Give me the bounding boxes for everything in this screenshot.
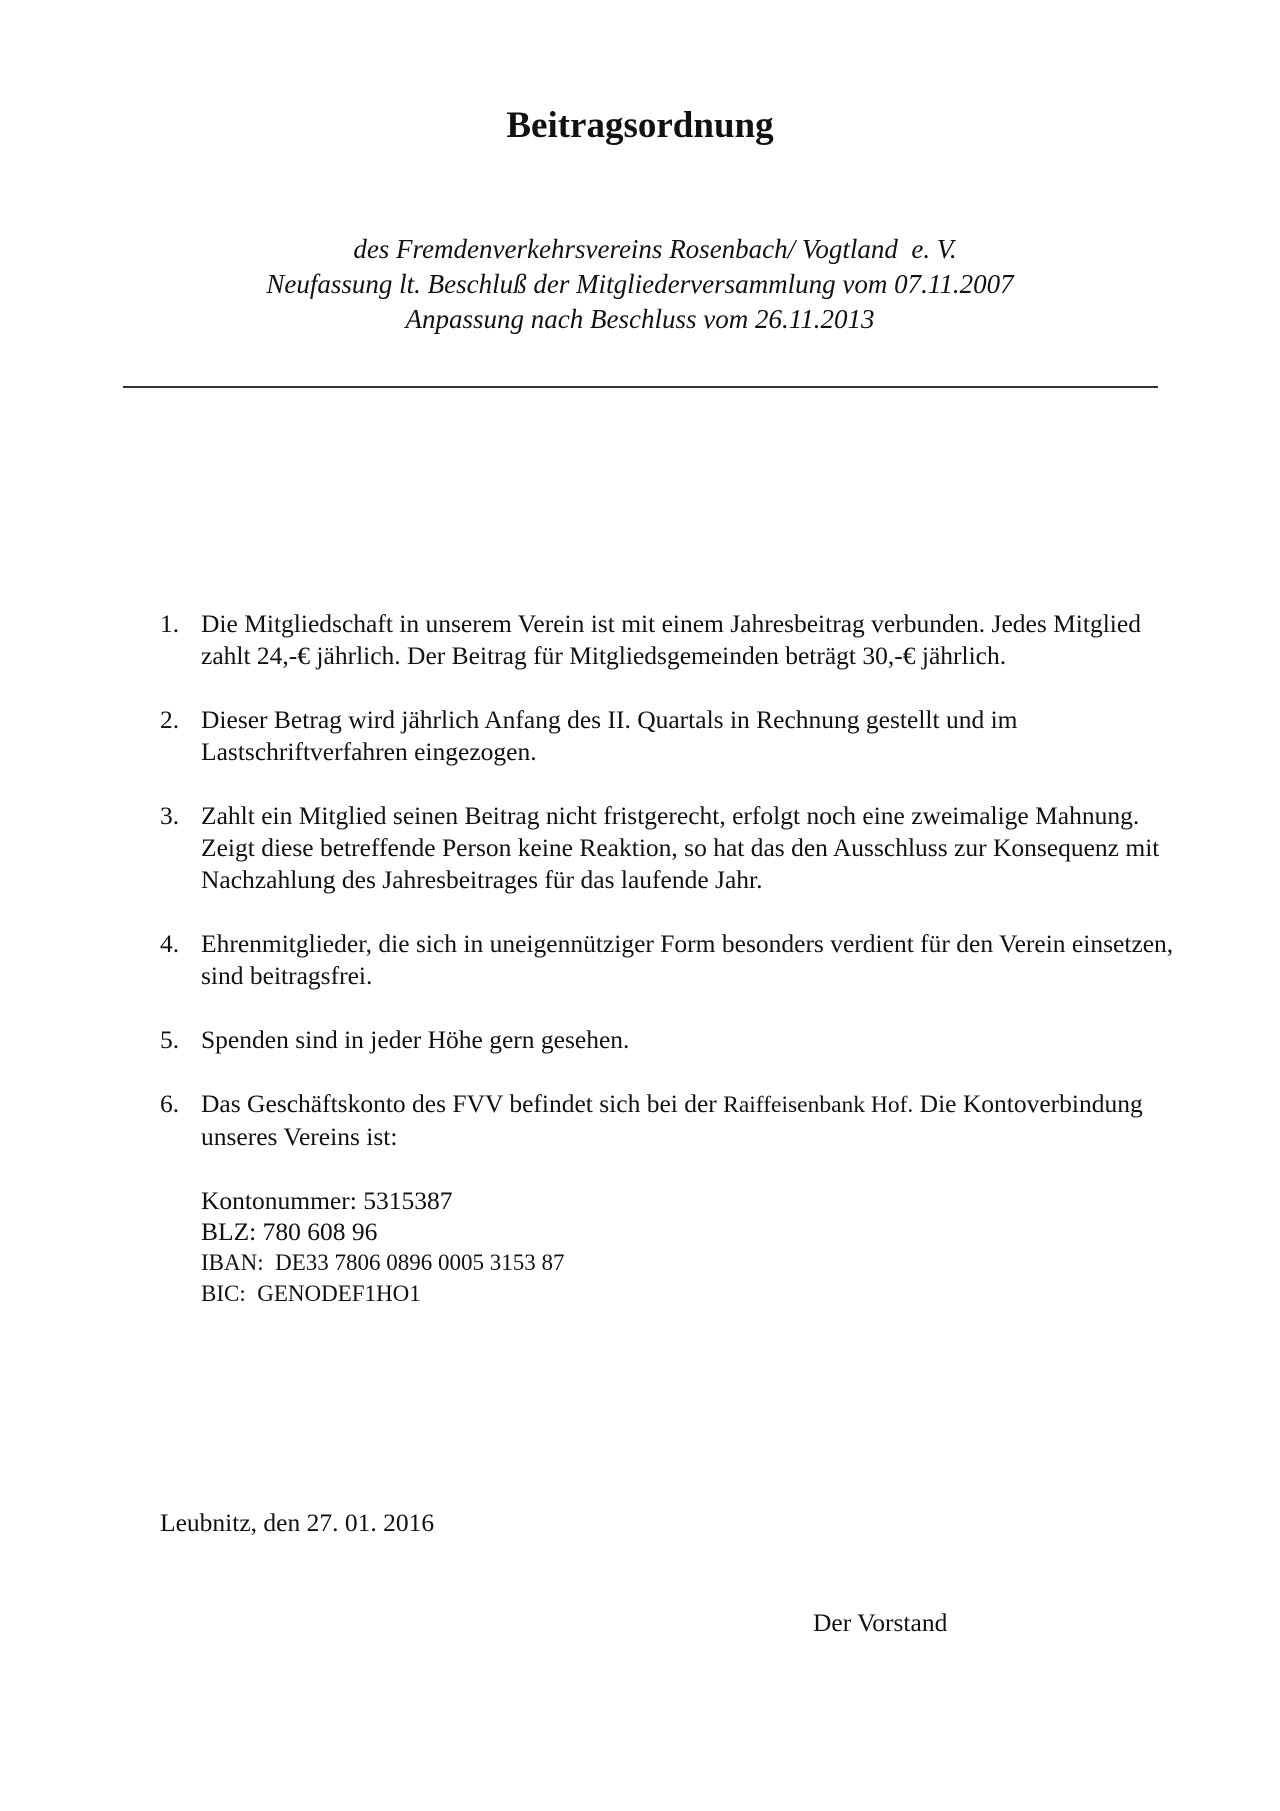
subtitle-line-amendment: Anpassung nach Beschluss vom 26.11.2013 [405, 304, 875, 334]
bank-details [201, 1185, 1161, 1309]
item-number: 1. [160, 609, 180, 638]
subtitle-line-revision: Neufassung lt. Beschluß der Mitgliederversammlung vom 07.11.2007 [266, 269, 1014, 299]
header-divider [123, 386, 1158, 388]
iban: IBAN: DE33 7806 0896 0005 3153 87 [201, 1250, 565, 1275]
item-text [201, 1089, 1149, 1151]
item-text: Dieser Betrag wird jährlich Anfang des II. Quartals in Rechnung gestellt und im Lastschriftverfahren eingezogen. [201, 705, 1018, 766]
regulation-item [0, 800, 1161, 896]
bic: BIC: GENODEF1HO1 [201, 1281, 421, 1306]
document-subtitle [0, 232, 1280, 337]
item-number: 3. [160, 801, 180, 830]
account-number: Kontonummer: 5315387 [201, 1186, 453, 1215]
regulation-item [0, 608, 1161, 672]
regulation-item [0, 1024, 1161, 1056]
regulation-item [0, 1088, 1161, 1309]
place-and-date: Leubnitz, den 27. 01. 2016 [160, 1508, 435, 1537]
regulation-item [0, 928, 1176, 992]
regulation-item [0, 704, 1161, 768]
document-title: Beitragsordnung [506, 105, 774, 146]
item-text-before: Das Geschäftskonto des FVV befindet sich bei der [201, 1089, 724, 1118]
subtitle-line-association: des Fremdenverkehrsvereins Rosenbach/ Vogtland e. V. [353, 234, 957, 264]
item-text: Spenden sind in jeder Höhe gern gesehen. [201, 1025, 630, 1054]
item-text-after: Die Kontoverbindung unseres Vereins ist: [201, 1089, 1150, 1151]
item-text: Zahlt ein Mitglied seinen Beitrag nicht fristgerecht, erfolgt noch eine zweimalige Mahnung. Zeigt diese betreffende Person keine Reaktion, so hat das den Ausschluss zur Konsequenz mit Nachzahlung des Jahresbeitrages für das laufende Jahr. [201, 801, 1160, 894]
item-number: 5. [160, 1025, 180, 1054]
bank-code: BLZ: 780 608 96 [201, 1217, 378, 1246]
item-number: 4. [160, 929, 180, 958]
item-text: Ehrenmitglieder, die sich in uneigennütziger Form besonders verdient für den Verein einsetzen, sind beitragsfrei. [201, 929, 1174, 990]
item-number: 6. [160, 1089, 180, 1118]
signature-board: Der Vorstand [813, 1608, 948, 1637]
bank-name: Raiffeisenbank Hof. [723, 1092, 914, 1118]
item-number: 2. [160, 705, 180, 734]
regulation-list [0, 608, 1280, 1341]
item-text: Die Mitgliedschaft in unserem Verein ist mit einem Jahresbeitrag verbunden. Jedes Mitglied zahlt 24,-€ jährlich. Der Beitrag für Mitgliedsgemeinden beträgt 30,-€ jährlich. [201, 609, 1141, 670]
